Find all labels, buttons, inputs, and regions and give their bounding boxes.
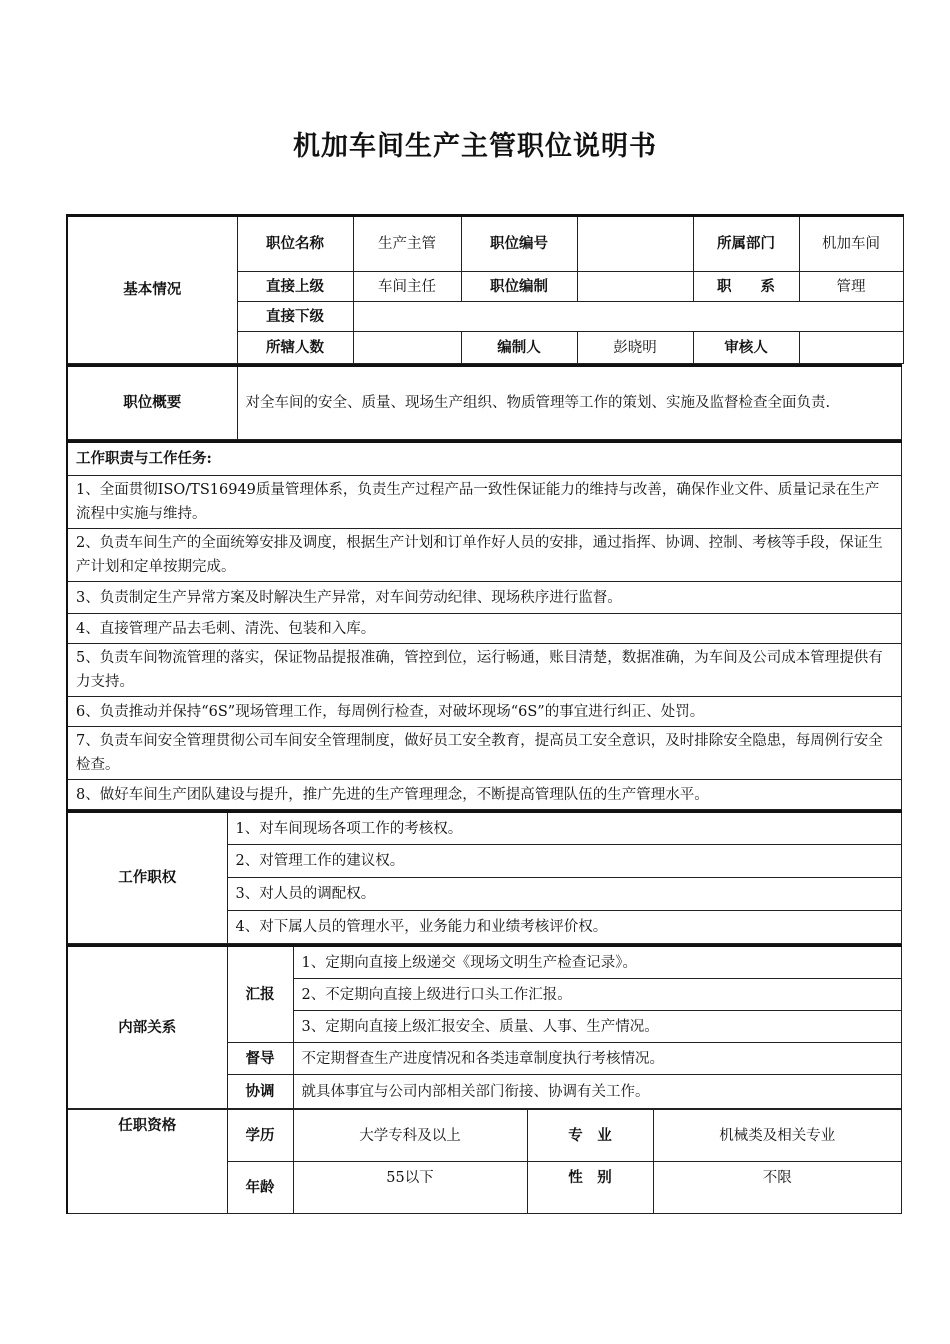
summary-text: 对全车间的安全、质量、现场生产组织、物质管理等工作的策划、实施及监督检查全面负责. (237, 366, 902, 440)
series-value: 管理 (799, 272, 903, 302)
authority-item: 2、对管理工作的建议权。 (227, 845, 902, 878)
relations-table (66, 944, 902, 1109)
superior-label: 直接上级 (237, 272, 353, 302)
managed-value (353, 332, 461, 364)
subordinate-label: 直接下级 (237, 302, 353, 332)
reviewer-value (799, 332, 903, 364)
qualification-table (66, 1109, 902, 1214)
duties-table (66, 440, 902, 810)
pos-code-value (577, 216, 693, 272)
authority-item: 4、对下属人员的管理水平，业务能力和业绩考核评价权。 (227, 911, 902, 944)
duty-item: 5、负责车间物流管理的落实，保证物品提报准确，管控到位，运行畅通，账目清楚，数据准确，为车间及公司成本管理提供有力支持。 (67, 644, 902, 697)
duty-item: 8、做好车间生产团队建设与提升，推广先进的生产管理理念，不断提高管理队伍的生产管理水平。 (67, 780, 902, 810)
dept-label: 所属部门 (693, 216, 799, 272)
summary-label: 职位概要 (67, 366, 237, 440)
series-label: 职 系 (693, 272, 799, 302)
duty-item: 7、负责车间安全管理贯彻公司车间安全管理制度，做好员工安全教育，提高员工安全意识，及时排除安全隐患，每周例行安全检查。 (67, 727, 902, 780)
supervise-label: 督导 (227, 1043, 293, 1075)
gender-value: 不限 (653, 1162, 902, 1214)
major-label: 专 业 (527, 1110, 653, 1162)
age-label: 年龄 (227, 1162, 293, 1214)
reviewer-label: 审核人 (693, 332, 799, 364)
pos-name-value: 生产主管 (353, 216, 461, 272)
relations-label: 内部关系 (67, 946, 227, 1109)
duty-item: 3、负责制定生产异常方案及时解决生产异常，对车间劳动纪律、现场秩序进行监督。 (67, 582, 902, 614)
superior-value: 车间主任 (353, 272, 461, 302)
subordinate-value (353, 302, 903, 332)
gender-label: 性 别 (527, 1162, 653, 1214)
duty-item: 6、负责推动并保持“6S”现场管理工作，每周例行检查，对破坏现场“6S”的事宜进行纠正、处罚。 (67, 697, 902, 727)
report-item: 3、定期向直接上级汇报安全、质量、人事、生产情况。 (293, 1011, 902, 1043)
headcount-label: 职位编制 (461, 272, 577, 302)
job-description-sheet (66, 214, 902, 1214)
qualification-label: 任职资格 (67, 1110, 227, 1214)
summary-table (66, 364, 902, 440)
authority-item: 3、对人员的调配权。 (227, 878, 902, 911)
basic-info-table (66, 214, 904, 364)
duty-item: 4、直接管理产品去毛刺、清洗、包装和入库。 (67, 614, 902, 644)
duty-item: 1、全面贯彻ISO/TS16949质量管理体系，负责生产过程产品一致性保证能力的维持与改善，确保作业文件、质量记录在生产流程中实施与维持。 (67, 476, 902, 529)
authority-table (66, 810, 902, 944)
education-value: 大学专科及以上 (293, 1110, 527, 1162)
authority-item: 1、对车间现场各项工作的考核权。 (227, 812, 902, 845)
page-title: 机加车间生产主管职位说明书 (293, 131, 657, 162)
supervise-text: 不定期督查生产进度情况和各类违章制度执行考核情况。 (293, 1043, 902, 1075)
report-item: 1、定期向直接上级递交《现场文明生产检查记录》。 (293, 946, 902, 979)
age-value: 55以下 (293, 1162, 527, 1214)
dept-value: 机加车间 (799, 216, 903, 272)
report-item: 2、不定期向直接上级进行口头工作汇报。 (293, 979, 902, 1011)
authority-label: 工作职权 (67, 812, 227, 944)
pos-name-label: 职位名称 (237, 216, 353, 272)
report-label: 汇报 (227, 946, 293, 1043)
education-label: 学历 (227, 1110, 293, 1162)
pos-code-label: 职位编号 (461, 216, 577, 272)
managed-label: 所辖人数 (237, 332, 353, 364)
author-label: 编制人 (461, 332, 577, 364)
coordinate-text: 就具体事宜与公司内部相关部门衔接、协调有关工作。 (293, 1075, 902, 1109)
author-value: 彭晓明 (577, 332, 693, 364)
duty-item: 2、负责车间生产的全面统筹安排及调度，根据生产计划和订单作好人员的安排，通过指挥、协调、控制、考核等手段，保证生产计划和定单按期完成。 (67, 529, 902, 582)
headcount-value (577, 272, 693, 302)
duties-header: 工作职责与工作任务: (67, 442, 902, 476)
major-value: 机械类及相关专业 (653, 1110, 902, 1162)
basic-section-label: 基本情况 (67, 216, 237, 364)
coordinate-label: 协调 (227, 1075, 293, 1109)
